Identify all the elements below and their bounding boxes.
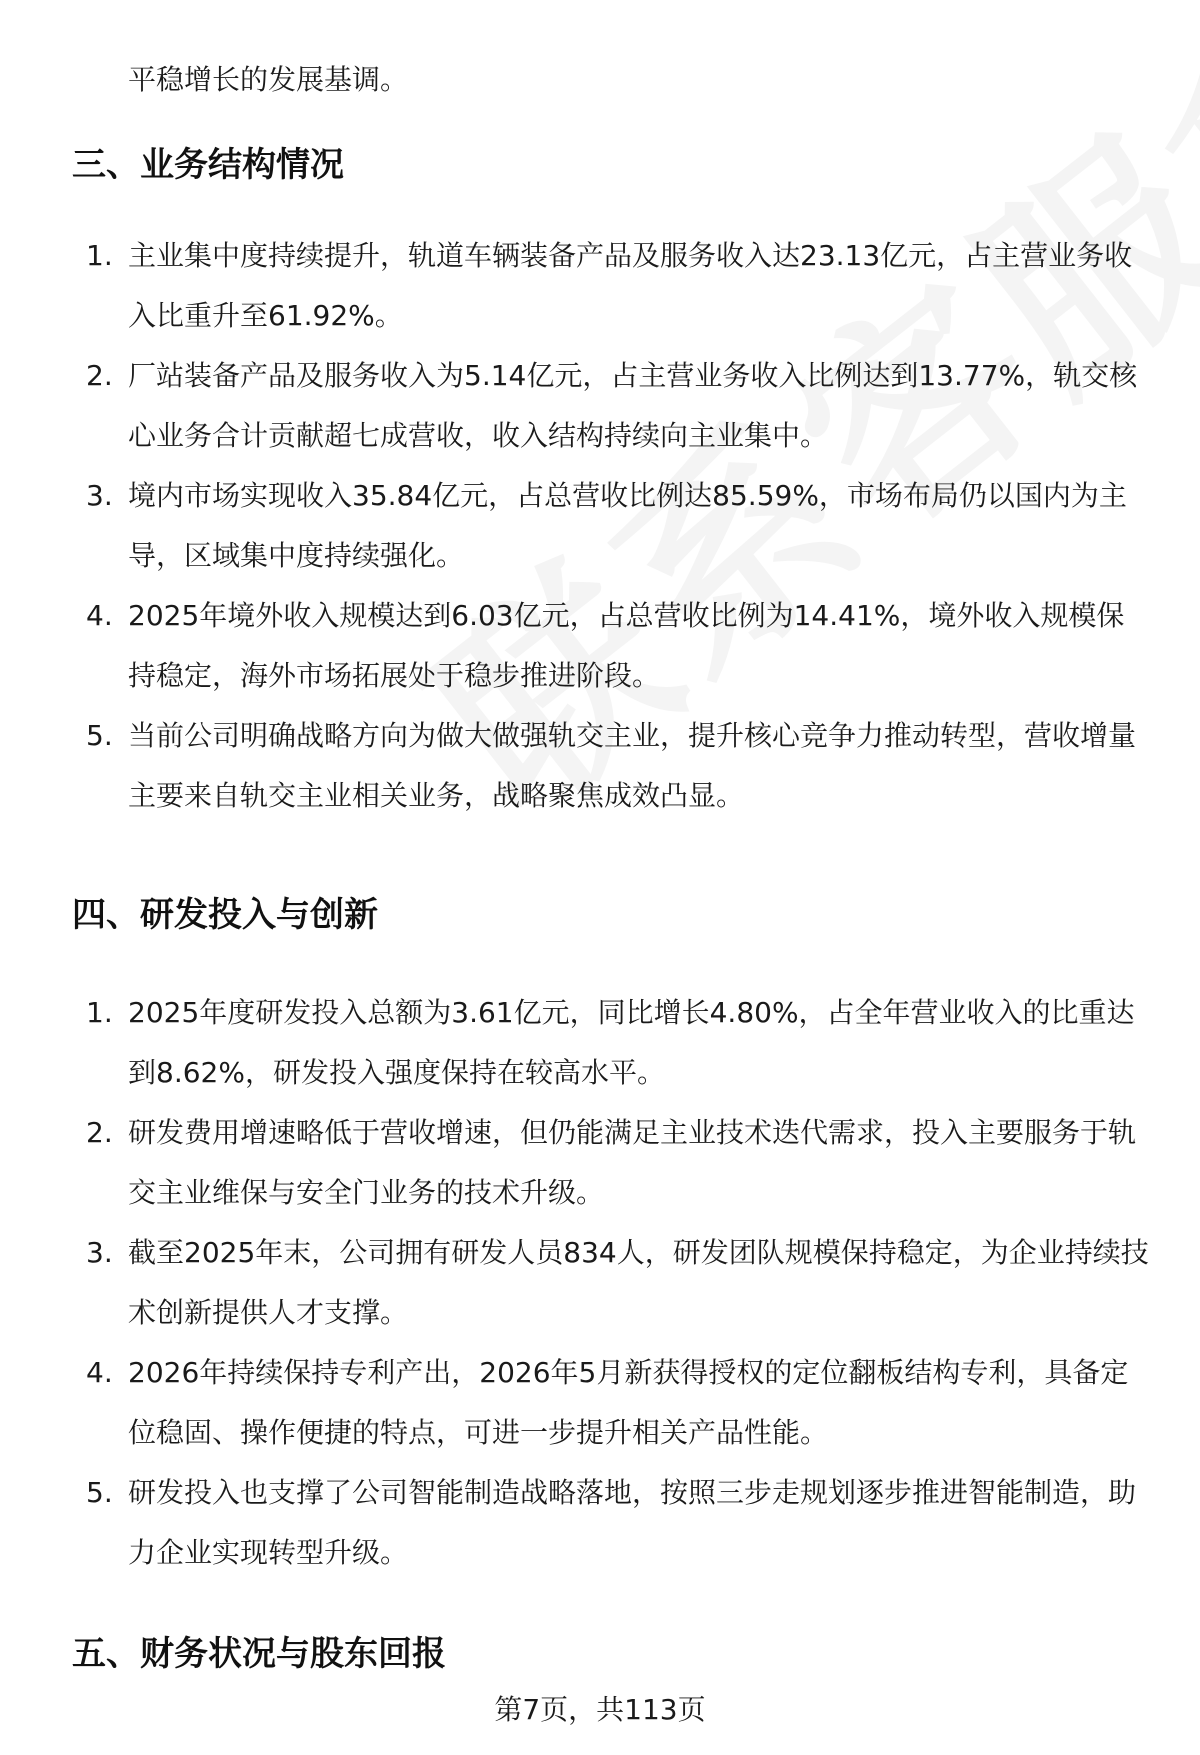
page-footer: 第7页，共113页 [494, 1693, 706, 1726]
list-number: 4. [86, 1356, 113, 1389]
list-number: 4. [86, 599, 113, 632]
list-number: 5. [86, 719, 113, 752]
list-number: 3. [86, 479, 113, 512]
list-item-text: 研发投入也支撑了公司智能制造战略落地，按照三步走规划逐步推进智能制造，助力企业实现转型升级。 [128, 1476, 1137, 1569]
list-item-text: 截至2025年末，公司拥有研发人员834人，研发团队规模保持稳定，为企业持续技术创新提供人才支撑。 [128, 1236, 1149, 1329]
list-item-text: 当前公司明确战略方向为做大做强轨交主业，提升核心竞争力推动转型，营收增量主要来自轨交主业相关业务，战略聚焦成效凸显。 [128, 719, 1137, 812]
intro-paragraph-tail: 平稳增长的发展基调。 [128, 63, 409, 96]
section-heading-business-structure: 三、业务结构情况 [72, 145, 344, 185]
list-number: 1. [86, 996, 113, 1029]
list-item-text: 境内市场实现收入35.84亿元，占总营收比例达85.59%，市场布局仍以国内为主导，区域集中度持续强化。 [128, 479, 1127, 572]
list-item [72, 466, 1152, 586]
list-item [72, 706, 1152, 826]
list-number: 3. [86, 1236, 113, 1269]
list-item-text: 2025年度研发投入总额为3.61亿元，同比增长4.80%，占全年营业收入的比重达到8.62%，研发投入强度保持在较高水平。 [128, 996, 1135, 1089]
list-item [72, 1343, 1152, 1463]
section-heading-rnd: 四、研发投入与创新 [72, 895, 378, 935]
list-item-text: 2025年境外收入规模达到6.03亿元，占总营收比例为14.41%，境外收入规模保持稳定，海外市场拓展处于稳步推进阶段。 [128, 599, 1125, 692]
rnd-list [72, 983, 1152, 1583]
list-number: 1. [86, 239, 113, 272]
list-number: 5. [86, 1476, 113, 1509]
section-heading-finance: 五、财务状况与股东回报 [72, 1634, 446, 1674]
list-item [72, 346, 1152, 466]
list-item [72, 1463, 1152, 1583]
list-number: 2. [86, 1116, 113, 1149]
list-number: 2. [86, 359, 113, 392]
list-item-text: 主业集中度持续提升，轨道车辆装备产品及服务收入达23.13亿元，占主营业务收入比重升至61.92%。 [128, 239, 1133, 332]
list-item-text: 厂站装备产品及服务收入为5.14亿元，占主营业务收入比例达到13.77%，轨交核心业务合计贡献超七成营收，收入结构持续向主业集中。 [128, 359, 1138, 452]
list-item-text: 研发费用增速略低于营收增速，但仍能满足主业技术迭代需求，投入主要服务于轨交主业维保与安全门业务的技术升级。 [128, 1116, 1137, 1209]
list-item [72, 226, 1152, 346]
list-item [72, 1223, 1152, 1343]
list-item [72, 983, 1152, 1103]
list-item [72, 1103, 1152, 1223]
business-structure-list [72, 226, 1152, 826]
list-item [72, 586, 1152, 706]
list-item-text: 2026年持续保持专利产出，2026年5月新获得授权的定位翻板结构专利，具备定位稳固、操作便捷的特点，可进一步提升相关产品性能。 [128, 1356, 1129, 1449]
